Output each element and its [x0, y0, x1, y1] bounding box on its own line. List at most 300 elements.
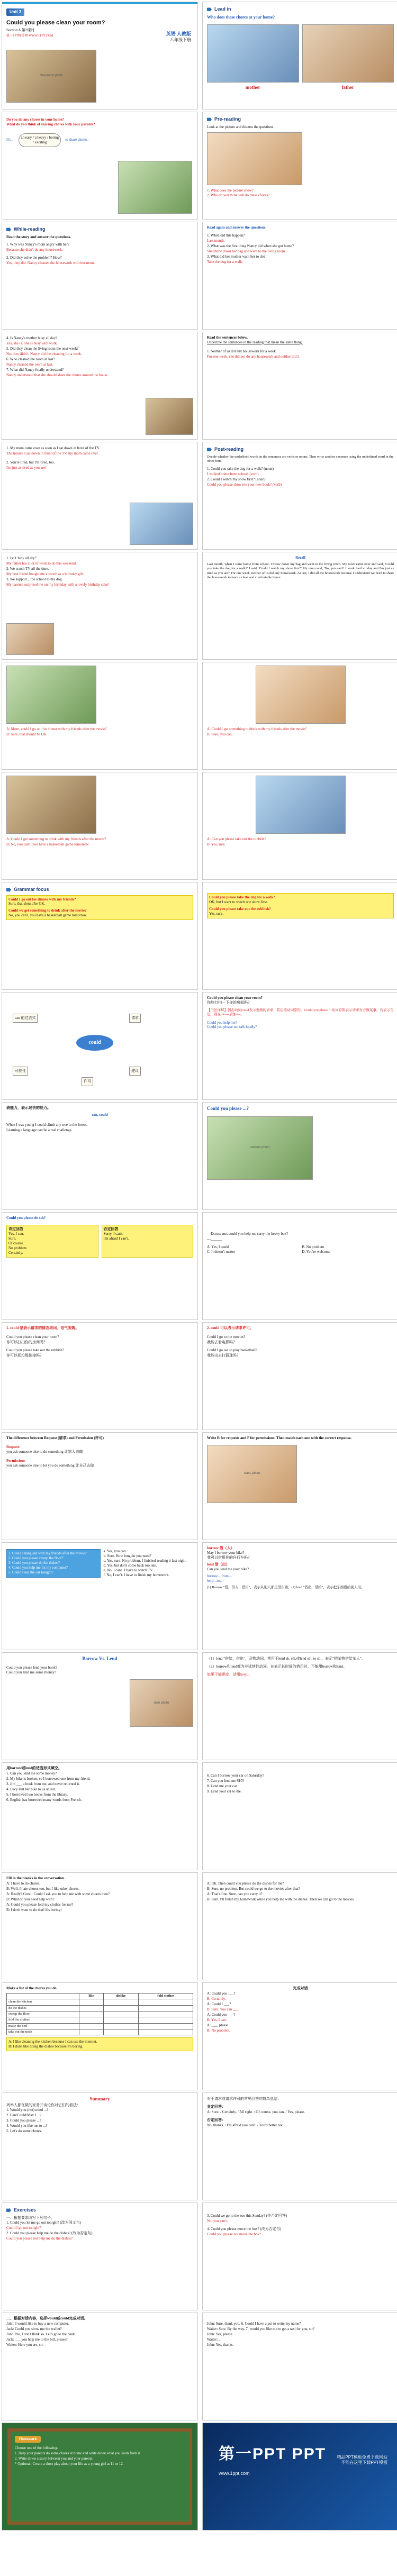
wc-line: John: Yes, thanks. — [207, 2342, 234, 2347]
ppt-tag[interactable]: www.1ppt.com — [219, 2471, 250, 2476]
fbl-item: 3. Jim ___ a book from me, and never returned it. — [6, 1781, 80, 1786]
slide-complete-dialog — [202, 1982, 397, 2090]
usage-sub: 你能打扫一下你的房间吗？ — [207, 1000, 251, 1005]
slide-ppt-promo — [202, 2423, 397, 2531]
quiz-opt: B. No problem — [302, 1244, 324, 1249]
cd-line: A: ___, please. — [207, 2023, 229, 2027]
slide-ability — [2, 1102, 198, 1210]
table-row — [7, 1999, 193, 2005]
dialog-a: B: Sure, that should be OK. — [6, 732, 48, 736]
cyp-title: Could you please ...? — [207, 1106, 249, 1111]
bvl-l1: Could you please lend your book? — [6, 1665, 57, 1670]
again-q1: 1. When did this happen? — [207, 233, 245, 238]
slide-conversation-2 — [202, 1872, 397, 1980]
slide-would-could — [2, 2313, 198, 2420]
vn-q1: 1. Isn't Judy all dry? — [6, 556, 37, 560]
publisher-label: 英语 人教版 — [166, 31, 191, 37]
a4: Yes, she is. She is busy with work. — [6, 341, 58, 345]
section-heading: Pre-reading — [214, 116, 241, 122]
post-e1-ans: I walked home from school. (verb) — [207, 472, 259, 477]
section-heading: While-reading — [14, 226, 46, 232]
match-right-item: c. Yes, sure. No problem. I finished reading it last night. — [103, 1558, 187, 1563]
slide-could-permission — [202, 1322, 397, 1430]
table-row — [7, 2029, 193, 2035]
rp-p-label: Permission: — [6, 1458, 25, 1463]
slide-fill-2 — [202, 1762, 397, 1870]
table-header: like — [79, 1993, 104, 1999]
dialog-q: A: Can you please take out the rubbish? — [207, 837, 266, 841]
vn-a3: My parents surprised me on my birthday with a lovely birthday cake! — [6, 582, 110, 587]
recall-heading: Recall — [295, 556, 305, 560]
cd-line: B: No problem. — [207, 2028, 230, 2033]
summary-line: 3. Could you please ...? — [6, 2118, 41, 2123]
a6: Nancy cleaned the room at last. — [6, 362, 53, 367]
rs-no-l: No, thanks. / I'm afraid you can't. / You'd better not. — [207, 2123, 284, 2127]
discuss-question-1: Do you do any chores in your home? — [6, 117, 64, 122]
vn-q3: 3. We support... the school to my dog. — [6, 577, 63, 581]
slide-exercises-2 — [202, 2202, 397, 2310]
discuss-photo — [118, 161, 192, 214]
wc-line: Waiter: ... — [207, 2337, 222, 2342]
summary-line: 1. Would you (not) mind ...? — [6, 2108, 49, 2113]
sent-2-ans: I'm just as tired as you are! — [6, 465, 47, 470]
rs-yes-l: A: Sure. / Certainly. / All right. / Of course, you can. / Yes, please. — [207, 2109, 305, 2114]
could-center: could — [76, 1035, 113, 1051]
perm-e2-cn: 我能出去打篮球吗？ — [207, 1353, 240, 1358]
questions-photo — [146, 398, 193, 435]
fbl-item: 5. I borrowed two books from the library. — [6, 1792, 68, 1797]
slide-dialog-2 — [202, 662, 397, 770]
sent-2: 2. You're tired, but I'm tired, too. — [6, 460, 55, 465]
slide-borrow-lend — [202, 1542, 397, 1650]
section-heading: Exercises — [14, 2207, 37, 2213]
wc-line: John: No, I don't think so. Let's go to the bank. — [6, 2332, 76, 2336]
wc-line: Waiter: Here you are, sir. — [6, 2342, 44, 2347]
arrow-icon — [207, 7, 212, 12]
table-row — [7, 2011, 193, 2017]
section-heading: Grammar focus — [14, 887, 49, 892]
slide-recall — [202, 552, 397, 660]
table-header: dislike — [103, 1993, 139, 1999]
vn-a2: My best friend bought me a watch as a birthday gift. — [6, 571, 84, 576]
req-line: 1. could 是表示请求的情态动词，语气委婉。 — [6, 1326, 79, 1330]
ppt-sub-2: 不能在这里下载PPT模板 — [341, 2460, 387, 2465]
arrow-icon — [207, 117, 212, 122]
resp-yes-item: Certainly. — [8, 1250, 23, 1255]
slide-lead-in — [202, 2, 397, 110]
wc-line: Jack: ___ you help me to the bill, please? — [6, 2337, 68, 2342]
req-e2: Could you please take out the rubbish? — [6, 1348, 64, 1352]
ex-q3: 3. Could we go to the zoo this Sunday? (作否定回答) — [207, 2214, 287, 2218]
bubble-left: It's ... — [6, 138, 15, 142]
slide-response-summary — [202, 2092, 397, 2200]
slide-write-r-p — [202, 1432, 397, 1540]
bubble-mid: an easy / a heavy / boring / exciting — [19, 133, 61, 147]
slide-dialog-3 — [2, 772, 198, 880]
grammar-g2-a: No, you can't, you have a basketball game tomorrow. — [8, 913, 87, 918]
conv-line: B: Sure, no problem. But could we go to the movies after that? — [207, 1886, 300, 1891]
ability-e1: When I was young I could climb any tree in the forest. — [6, 1122, 87, 1127]
post-task: Decide whether the underlined words in the sentences are verbs or nouns. Then write another sentence using the underlined word in the other form. — [207, 454, 394, 463]
table-row — [7, 2005, 193, 2011]
resp-no-label: 否定回答 — [103, 1226, 119, 1231]
slide-could-request — [2, 1322, 198, 1430]
discuss-question-2: What do you think of sharing chores with your parents? — [6, 122, 95, 126]
pre-question-2: 2. Who do you think will do these chores? — [207, 193, 270, 198]
fbl-item: 6. English has borrowed many words from French. — [6, 1797, 82, 1802]
table-header: fold clothes — [139, 1993, 193, 1999]
ability-title: 表能力，表示过去的能力。 — [6, 1106, 51, 1110]
ex-a4: Could you please not move the box? — [207, 2232, 261, 2236]
map-node-5: 许可 — [82, 1077, 93, 1086]
quiz-opt: D. You're welcome — [302, 1249, 330, 1254]
grammar-box — [6, 895, 193, 921]
table-row — [7, 2017, 193, 2023]
cd-line: A: Could I ___? — [207, 2001, 231, 2006]
table-cell: clean the kitchen — [7, 1999, 79, 2005]
wc-line: John: I would like to buy a new computer. — [6, 2321, 69, 2326]
perm-e1-cn: 我能去看电影吗？ — [207, 1340, 237, 1344]
conv-line: A: Oh. Then could you please do the dishes for me? — [207, 1881, 284, 1886]
conv-line: B: I don't want to do that! It's boring! — [6, 1907, 62, 1912]
wc-line: John: Yes, please. — [207, 2332, 233, 2336]
resp-yes-item: No problem. — [8, 1245, 28, 1250]
summary-line: 4. Would you like me to ...? — [6, 2124, 48, 2128]
grammar-g1-a: Sure, that should be OK. — [8, 902, 46, 906]
dialog-a: B: Sure, you can. — [207, 732, 233, 736]
conv-line: A: Could you please fold my clothes for me? — [6, 1902, 73, 1907]
table-a: A: I like cleaning the kitchen because I can use the internet. — [8, 2040, 97, 2044]
slide-post-reading — [202, 442, 397, 550]
resp-yes-item: Yes, I can. — [8, 1231, 24, 1236]
fbl-title: 用borrow或lend的适当形式填空。 — [6, 1766, 62, 1770]
again-q3: 3. What did her mother want her to do? — [207, 254, 266, 259]
bl-l2: lend 借（出） — [207, 1562, 230, 1567]
label-father: father — [341, 84, 354, 90]
a7: Nancy understood that she should share the chores around the house. — [6, 372, 109, 377]
a5: No, they didn't. Nancy did the cleaning for a week. — [6, 351, 82, 356]
photo-father — [302, 24, 394, 83]
lesson-title: Could you please clean your room? — [6, 20, 105, 26]
ex-a3: No, you can't. — [207, 2218, 228, 2223]
recall-story: Last month, when I came home from school, I threw down my bag and went to the living room. My mom came over and said, 'Could you take the dog for a walk?' I said, 'Could I watch my show first?' My mom said, 'No, you can't! I work hard all day and I'm just as tired as you are!' For one week, neither of us did any housework. At last, I did all the housework because I understand we need to share the housework to have a clean and comfortable home. — [207, 562, 394, 579]
arrow-icon — [207, 447, 212, 452]
cd-line: A: Could you ___? — [207, 2012, 236, 2017]
section-heading: Post-reading — [214, 447, 244, 452]
fbl-item: 1. Can you lend me some money? — [6, 1771, 57, 1776]
hw-line: 2. Write down a story between you and your parents. — [15, 2456, 93, 2461]
wrp-intro: Write R for requests and P for permissions. Then match each one with the correct response. — [207, 1436, 352, 1440]
label-mother: mother — [245, 84, 260, 90]
match-right-item: d. Yes, but don't come back too late. — [103, 1563, 157, 1568]
resp-title: Could you please do sth? — [6, 1216, 46, 1220]
arrow-icon — [6, 2208, 11, 2213]
lead-question: Who does these chores at your home? — [207, 14, 275, 20]
map-node-2: 请求 — [129, 1014, 141, 1023]
slide-could-map — [2, 992, 198, 1100]
conv-line: A: Really? Great! Could I ask you to help me with some chores then? — [6, 1891, 110, 1896]
req-e1: Could you please clean your room? — [6, 1334, 59, 1339]
slide-fill-borrow-lend — [2, 1762, 198, 1870]
perm-e1: Could I go to the movies? — [207, 1334, 246, 1339]
cd-line: B: Yes, I can. — [207, 2017, 227, 2022]
bubble-right: to share chores. — [65, 138, 88, 142]
resp-no-box — [102, 1225, 194, 1258]
match-right-item: b. Sure. How long do you need? — [103, 1553, 151, 1558]
summary-line: 5. Let's do some chores. — [6, 2129, 42, 2134]
ability-sub: can, could — [92, 1112, 108, 1117]
again-a1: Last month. — [207, 238, 225, 243]
conv-line: B: What do you need help with? — [6, 1897, 55, 1901]
pre-photo — [207, 132, 302, 185]
cd-line: B: Sure. You can ___. — [207, 2007, 240, 2011]
summary-intro: 列举人都在做的家务并谈论你对它们的看法： — [6, 2102, 80, 2107]
map-node-3: 可能性 — [13, 1067, 28, 1076]
f2-item: 8. Lend me your car. — [207, 1783, 238, 1788]
ex-q2: 2. Could you please help me do the dishes? (改为否定句) — [6, 2231, 93, 2236]
map-node-4: 建议 — [129, 1067, 141, 1076]
match-left-item: 2. Could you please sweep the floor? — [8, 1555, 64, 1560]
grade-label: 八年级下册 — [170, 37, 191, 42]
grammar-g2: Could we get something to drink after the movie? — [8, 908, 87, 913]
bl-ex: (1) Borrow "借，借入，借用"，表示从别人那里借东西。(2) lend "借出，借给"，表示把东西借给别人用。 — [207, 1585, 365, 1589]
arrow-icon — [6, 887, 11, 892]
table-title: Make a list of the chores you do. — [6, 1986, 58, 1990]
table-cell: take out the trash — [7, 2029, 79, 2035]
table-cell: make the bed — [7, 2023, 79, 2029]
slide-grammar-2 — [202, 882, 397, 990]
match-left-item: 3. Could you please do the dishes? — [8, 1560, 60, 1565]
wc-line: Waiter: Sure. By the way, 7. would you like me to get a taxi for you, sir? — [207, 2326, 315, 2331]
dialog-photo — [6, 776, 96, 834]
underline-task: Underline the sentences in the reading that mean the same thing. — [207, 340, 303, 344]
chores-table — [6, 1993, 193, 2035]
perm-line: 2. could 可以表示请求许可。 — [207, 1326, 254, 1330]
bvl-photo: man photo — [130, 1679, 193, 1727]
slide-borrow-vs-lend — [2, 1652, 198, 1760]
resp-no-item: Sorry, I can't. — [103, 1231, 123, 1236]
resp-yes-item: Of course. — [8, 1241, 24, 1245]
slide-sentences — [2, 442, 198, 550]
slide-responses — [2, 1212, 198, 1320]
while-intro: Read the story and answer the questions. — [6, 234, 71, 239]
slide-chores-table — [2, 1982, 198, 2090]
req-e2-cn: 你可以把垃圾倒掉吗？ — [6, 1353, 43, 1358]
grammar-g4-a: Yes, sure. — [209, 911, 224, 916]
conv-line: B: Sure. I'll finish my homework while you help me with the dishes. Then we can go to the movies. — [207, 1897, 355, 1901]
slide-exercises — [2, 2202, 198, 2310]
q6: 6. Who cleaned the room at last? — [6, 357, 55, 361]
slide-could-usage — [202, 992, 397, 1100]
ex-intro: 一、根据要求改写下列句子。 — [6, 2215, 55, 2220]
table-cell: do the dishes — [7, 2005, 79, 2011]
table-cell: sweep the floor — [7, 2011, 79, 2017]
vn-a1: My father has a lot of work to do this weekend. — [6, 561, 77, 566]
f2-item: 7. Can you lend me $10? — [207, 1778, 244, 1783]
slide-read-again — [202, 222, 397, 330]
ability-e2: Learning a language can be a real challenge. — [6, 1127, 73, 1132]
ppt-logo-icon: 第一PPT PPT — [219, 2445, 327, 2463]
q7: 7. What did Nancy finally understand? — [6, 367, 64, 372]
wc-title: 二、根据对话内容，选择would或could完成对话。 — [6, 2316, 88, 2320]
slide-request-vs-permission — [2, 1432, 198, 1540]
f2-item: 6. Can I borrow your car on Saturday? — [207, 1773, 264, 1778]
while-a2: Yes, they did. Nancy cleaned the housework with her mom. — [6, 261, 95, 266]
slide-verb-noun — [2, 552, 198, 660]
rp-p: you ask someone else to let you do something 让自己去做 — [6, 1463, 94, 1468]
bl-e1: May I borrow your bike? — [207, 1550, 245, 1555]
hw-line: Choose one of the following. — [15, 2445, 58, 2450]
table-header — [7, 1993, 79, 1999]
grammar-g4: Could you please take out the rubbish? — [209, 906, 271, 911]
again-q2: 2. What was the first thing Nancy did when she got home? — [207, 243, 294, 248]
dialog-photo — [256, 666, 346, 724]
title-photo: classroom photo — [6, 50, 96, 103]
slide-dialog-4 — [202, 772, 397, 880]
post-e2-ans: Could you please show me your new book? (verb) — [207, 483, 282, 487]
underline-answer: For one week, she did not do any housework and neither did I. — [207, 354, 300, 359]
dialog-q: A: Mom, could I go out for dinner with my friends after the movie? — [6, 727, 107, 731]
slide-would-could-2 — [202, 2313, 397, 2420]
again-a2: She threw down her bag and went to the living room. — [207, 249, 286, 253]
grammar-g1: Could I go out for dinner with my friends? — [8, 897, 76, 902]
table-cell: fold the clothes — [7, 2017, 79, 2023]
wrp-photo: class photo — [207, 1445, 297, 1503]
perm-e2: Could I go out to play basketball? — [207, 1348, 257, 1352]
table-row — [7, 2023, 193, 2029]
table-b: B: I don't like doing the dishes because it's boring. — [8, 2044, 83, 2049]
rp-r: you ask someone else to do something 让别人去做 — [6, 1449, 83, 1454]
conv-line: A: That's fine. Sure, can you carry it? — [207, 1891, 263, 1896]
rp-title: The difference between Request (请求) and Permission (许可) — [6, 1436, 104, 1440]
match-left-item: 1. Could I hang out with my friends after the movie? — [8, 1551, 87, 1555]
resp-yes-item: Sure. — [8, 1236, 16, 1241]
slide-could-you-please — [202, 1102, 397, 1210]
bl-note-2: lend…to… — [207, 1578, 224, 1583]
ex-a1: Could I go out tonight? — [6, 2226, 41, 2231]
rp-r-label: Request: — [6, 1444, 21, 1449]
while-q1: 1. Why was Nancy's mom angry with her? — [6, 242, 69, 247]
while-q2: 2. Did they solve the problem? How? — [6, 256, 62, 260]
ln-note-2: （2）borrow和lend都为非延续性动词，在表示长时间的借用时，不能用borrow和lend。 — [207, 1664, 347, 1669]
quiz-opt: C. It doesn't matter — [207, 1249, 236, 1254]
conv-title: Fill in the blanks in the conversation. — [6, 1876, 65, 1880]
vn-photo — [6, 623, 54, 655]
bl-note: borrow…from… — [207, 1573, 232, 1578]
usage-ex-2: Could you please not talk loudly? — [207, 1025, 257, 1030]
bl-e2: Can you lend me your bike? — [207, 1567, 249, 1571]
fbl-item: 2. My bike is broken, so I borrowed one from my friend. — [6, 1776, 91, 1781]
rs-intro: 对于请求或请求许可的常见回答的简单总结： — [207, 2097, 281, 2101]
bl-e1-cn: 我可以借用你的自行车吗？ — [207, 1555, 251, 1560]
match-left — [6, 1549, 101, 1578]
ln-note-3: 如果不能确定，请用keep。 — [207, 1672, 251, 1677]
slide-underline — [202, 332, 397, 440]
rs-no: 否定回答： — [207, 2117, 225, 2122]
underline-item: 1. Neither of us did any housework for a week. — [207, 349, 277, 353]
slide-match — [2, 1542, 198, 1650]
quiz-q: —Excuse me, could you help me carry the heavy box? — [207, 1232, 288, 1236]
bvl-title: Borrow Vs. Lend — [82, 1656, 118, 1661]
underline-intro: Read the sentences below. — [207, 335, 248, 340]
cd-line: B: Certainly. — [207, 1996, 226, 2001]
sentences-photo — [130, 503, 193, 545]
match-right-item: f. No, I can't. I have to finish my homework. — [103, 1572, 170, 1577]
again-a3: Take the dog for a walk. — [207, 259, 243, 264]
match-right-item: a. Yes, you can. — [103, 1549, 127, 1553]
slide-pre-reading — [202, 112, 397, 220]
section-heading: Lead in — [214, 6, 231, 12]
unit-badge: Unit 3 — [6, 8, 24, 16]
conv-line: B: Well, I hate chores too, but I like other chores. — [6, 1886, 79, 1891]
q4: 4. Is Nancy's mother busy all day? — [6, 336, 58, 340]
ex-q4: 4. Could you please move the box? (改为否定句) — [207, 2226, 281, 2231]
grammar-g3: Could you please take the dog for a walk? — [209, 895, 275, 899]
ln-note-1: （1）lend "借给，借出"，及物动词，常用于lend sb. sth.或lend sth. to sb.，表示"把某物借给某人"。 — [207, 1656, 365, 1661]
resp-yes-box — [6, 1225, 98, 1258]
slide-grammar-focus — [2, 882, 198, 990]
table-header-row — [7, 1993, 193, 1999]
req-e1-cn: 你可以打扫你的房间吗？ — [6, 1340, 47, 1344]
slide-dialog-1 — [2, 662, 198, 770]
resp-yes-label: 肯定回答 — [8, 1226, 23, 1231]
hw-line: * Optional: Create a short play about your life as a young girl at 11 or 12. — [15, 2461, 124, 2466]
pre-intro: Look at the picture and discuss the questions. — [207, 124, 275, 129]
bvl-l2: Could you lend me some money? — [6, 1670, 56, 1675]
quiz-a: —______ — [207, 1236, 222, 1241]
usage-note: 【用法详解】情态动词could表示委婉的请求，其后接动词原形。Could you please + 动词原形表示请求对方做某事。若表示否定，则在please后加not。 — [207, 1008, 394, 1017]
match-left-item: 4. Could you help me fix my computer? — [8, 1565, 68, 1570]
summary-line: 2. Can/Could/May I ...? — [6, 2113, 42, 2118]
match-right — [104, 1549, 194, 1578]
cyp-photo: student photo — [207, 1116, 313, 1180]
vn-q2: 2. We watch TV all the time. — [6, 566, 49, 571]
hw-line: 1. Help your parents do some chores at home and write down what you learn from it. — [15, 2451, 141, 2455]
again-intro: Read again and answer the questions. — [207, 225, 267, 230]
arrow-icon — [6, 227, 11, 232]
grammar-box — [207, 893, 394, 918]
post-e2: 2. Could I watch my show first? (noun) — [207, 477, 266, 482]
slide-while-reading — [2, 222, 198, 330]
rs-yes: 肯定回答： — [207, 2104, 225, 2109]
slide-quiz-1 — [202, 1212, 397, 1320]
cd-title: 完成对话 — [293, 1986, 308, 1990]
slide-conversation-1 — [2, 1872, 198, 1980]
dialog-photo — [256, 776, 346, 834]
slide-title — [2, 2, 198, 110]
map-node-1: can 的过去式 — [13, 1014, 38, 1023]
usage-ex-1: Could you help me? — [207, 1020, 237, 1025]
dialog-photo — [6, 666, 96, 724]
site-label: 第一PPT模板网-WWW.1PPT.COM — [6, 34, 53, 38]
f2-item: 9. Lend your car to me. — [207, 1789, 242, 1794]
grammar-g3-a: OK, but I want to watch one show first. — [209, 899, 268, 904]
cd-line: A: Could you ___? — [207, 1991, 236, 1996]
slide-homework — [2, 2423, 198, 2531]
slide-questions — [2, 332, 198, 440]
sent-1: 1. My mom came over as soon as I sat down in front of the TV. — [6, 446, 100, 450]
slide-summary — [2, 2092, 198, 2200]
ppt-sub: 精品PPT模板免费下载网站 — [337, 2455, 387, 2460]
dialog-q: A: Could I get something to drink with my friends after the movie? — [6, 837, 106, 841]
quiz-opt: A. Yes, I could — [207, 1244, 229, 1249]
slide-bar — [2, 2, 197, 4]
summary-title: Summary — [89, 2096, 110, 2101]
match-right-item: e. No, I can't. I have to watch TV. — [103, 1568, 154, 1572]
resp-no-item: I'm afraid I can't. — [103, 1236, 129, 1241]
match-left-item: 5. Could I use the car tonight? — [8, 1570, 53, 1574]
while-a1: Because she didn't do any housework. — [6, 248, 63, 252]
